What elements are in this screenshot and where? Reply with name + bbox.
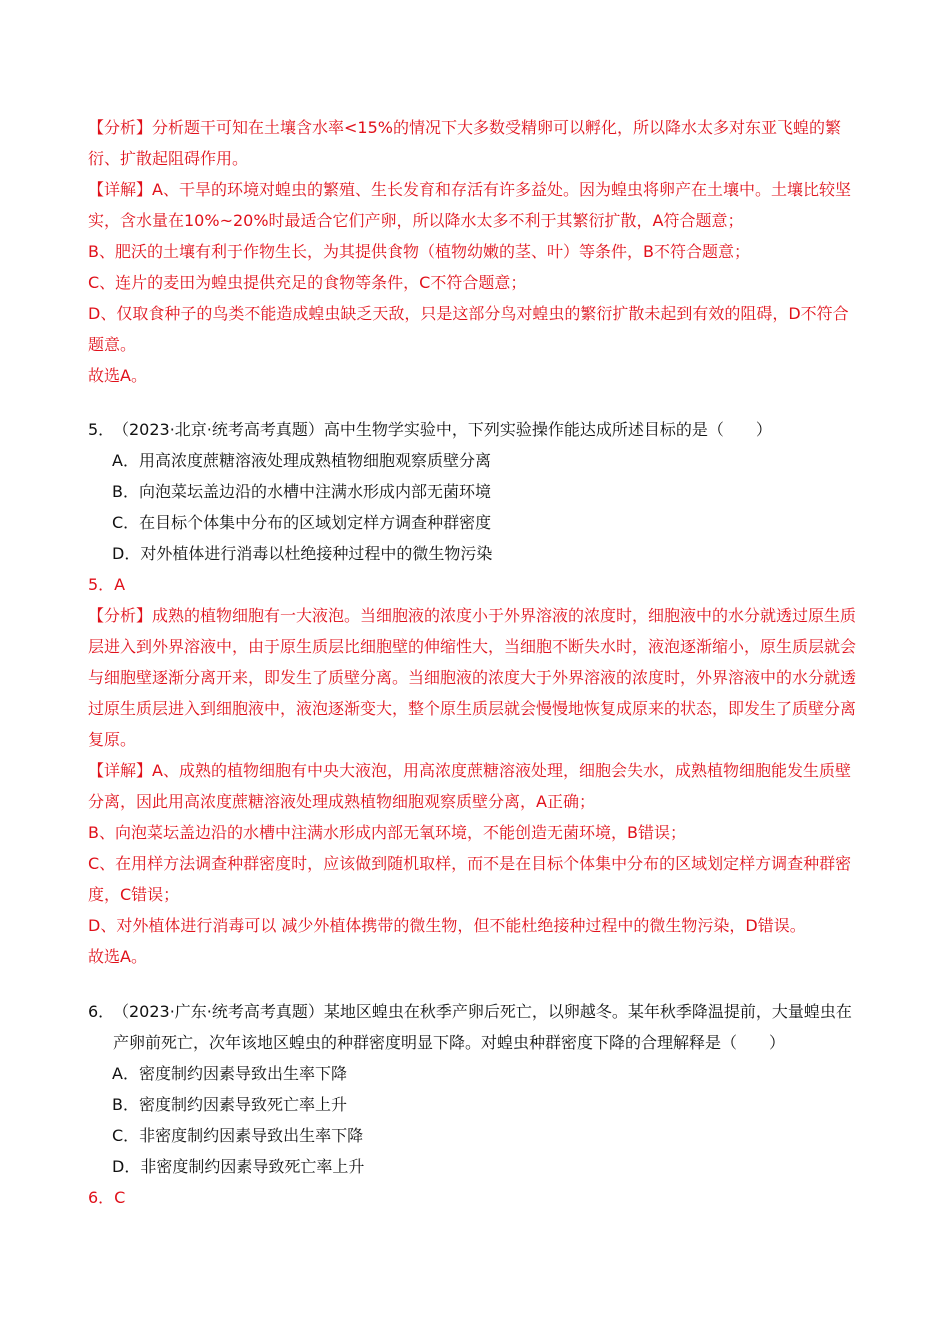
- q5-stem: （2023·北京·统考高考真题）高中生物学实验中，下列实验操作能达成所述目标的是（ ）: [113, 420, 772, 439]
- q5-conclusion: 故选A。: [88, 947, 147, 966]
- q5-detail-d: D、对外植体进行消毒可以 减少外植体携带的微生物，但不能杜绝接种过程中的微生物污染，D错误。: [88, 916, 806, 935]
- q4-conclusion: 故选A。: [88, 366, 147, 385]
- q4-detail-b: B、肥沃的土壤有利于作物生长，为其提供食物（植物幼嫩的茎、叶）等条件，B不符合题意；: [88, 242, 750, 261]
- document-page: [88, 112, 864, 1213]
- q5-number: 5．: [88, 420, 115, 439]
- q4-analysis: 【分析】分析题干可知在土壤含水率<15%的情况下大多数受精卵可以孵化，所以降水太多对东亚飞蝗的繁衍、扩散起阻碍作用。: [88, 118, 841, 168]
- q6-answer: 6．C: [88, 1188, 126, 1207]
- q5-option-a: A．用高浓度蔗糖溶液处理成熟植物细胞观察质壁分离: [112, 451, 491, 470]
- q6-option-a: A．密度制约因素导致出生率下降: [112, 1064, 347, 1083]
- q5-analysis: 【分析】成熟的植物细胞有一大液泡。当细胞液的浓度小于外界溶液的浓度时，细胞液中的水分就透过原生质层进入到外界溶液中，由于原生质层比细胞壁的伸缩性大，当细胞不断失水时，液泡逐渐缩小，原生质层就会与细胞壁逐渐分离开来，即发生了质壁分离。当细胞液的浓度大于外界溶液的浓度时，外界溶液中的水分就透过原生质层进入到细胞液中，液泡逐渐变大，整个原生质层就会慢慢地恢复成原来的状态，即发生了质壁分离复原。: [88, 606, 857, 749]
- q6-option-b: B．密度制约因素导致死亡率上升: [112, 1095, 347, 1114]
- q5-option-c: C．在目标个体集中分布的区域划定样方调查种群密度: [112, 513, 492, 532]
- q5-detail-c: C、在用样方法调查种群密度时，应该做到随机取样，而不是在目标个体集中分布的区域划定样方调查种群密度，C错误；: [88, 854, 852, 904]
- q6-stem: （2023·广东·统考高考真题）某地区蝗虫在秋季产卵后死亡，以卵越冬。某年秋季降温提前，大量蝗虫在产卵前死亡，次年该地区蝗虫的种群密度明显下降。对蝗虫种群密度下降的合理解释是（ ）: [113, 1002, 852, 1052]
- q4-detail-c: C、连片的麦田为蝗虫提供充足的食物等条件，C不符合题意；: [88, 273, 527, 292]
- q6-question: [88, 996, 864, 1058]
- q5-detail-a: 【详解】A、成熟的植物细胞有中央大液泡，用高浓度蔗糖溶液处理，细胞会失水，成熟植物细胞能发生质壁分离，因此用高浓度蔗糖溶液处理成熟植物细胞观察质壁分离，A正确；: [88, 761, 851, 811]
- q6-option-c: C．非密度制约因素导致出生率下降: [112, 1126, 364, 1145]
- q5-option-d: D．对外植体进行消毒以杜绝接种过程中的微生物污染: [112, 544, 493, 563]
- q6-number: 6．: [88, 1002, 115, 1021]
- q5-option-b: B．向泡菜坛盖边沿的水槽中注满水形成内部无菌环境: [112, 482, 491, 501]
- q4-detail-a: 【详解】A、干旱的环境对蝗虫的繁殖、生长发育和存活有许多益处。因为蝗虫将卵产在土壤中。土壤比较坚实，含水量在10%~20%时最适合它们产卵，所以降水太多不利于其繁衍扩散，A符合题意；: [88, 180, 851, 230]
- q6-option-d: D．非密度制约因素导致死亡率上升: [112, 1157, 365, 1176]
- q4-detail-d: D、仅取食种子的鸟类不能造成蝗虫缺乏天敌，只是这部分鸟对蝗虫的繁衍扩散未起到有效的阻碍，D不符合题意。: [88, 304, 849, 354]
- q5-answer: 5．A: [88, 575, 126, 594]
- q5-detail-b: B、向泡菜坛盖边沿的水槽中注满水形成内部无氧环境，不能创造无菌环境，B错误；: [88, 823, 686, 842]
- q5-question: [88, 414, 864, 445]
